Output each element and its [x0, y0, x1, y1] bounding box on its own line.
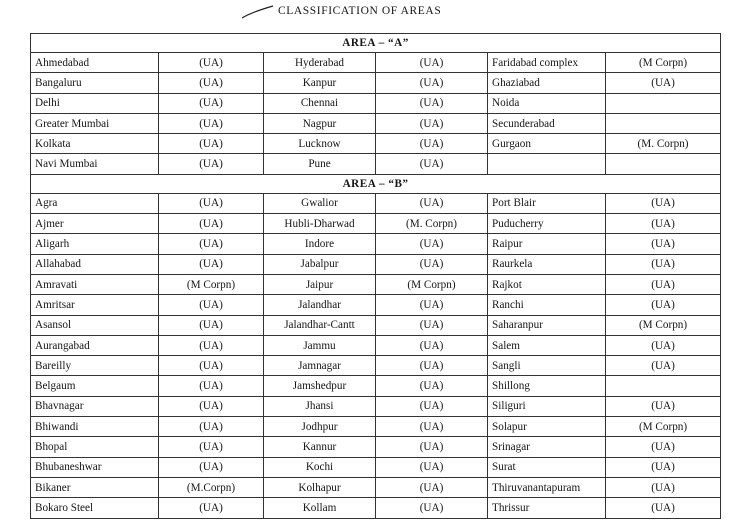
- classification-cell: (UA): [376, 234, 488, 254]
- classification-cell: (UA): [159, 73, 264, 93]
- classification-cell: (UA): [159, 254, 264, 274]
- city-name-cell: Pune: [264, 154, 376, 174]
- city-name-cell: Ahmedabad: [31, 53, 159, 73]
- city-name-cell: Kannur: [264, 437, 376, 457]
- classification-cell: (UA): [376, 457, 488, 477]
- classification-cell: (UA): [376, 193, 488, 213]
- city-name-cell: Kolhapur: [264, 477, 376, 497]
- city-name-cell: Rajkot: [488, 274, 606, 294]
- classification-cell: (UA): [376, 417, 488, 437]
- city-name-cell: Secunderabad: [488, 113, 606, 133]
- classification-cell: (M Corpn): [606, 53, 721, 73]
- city-name-cell: Amravati: [31, 274, 159, 294]
- classification-cell: (UA): [606, 214, 721, 234]
- classification-cell: (UA): [159, 315, 264, 335]
- city-name-cell: Jamshedpur: [264, 376, 376, 396]
- classification-cell: (M Corpn): [606, 315, 721, 335]
- city-name-cell: Faridabad complex: [488, 53, 606, 73]
- city-name-cell: Agra: [31, 193, 159, 213]
- classification-cell: (UA): [606, 193, 721, 213]
- classification-cell: (UA): [159, 154, 264, 174]
- table-row: [31, 134, 721, 154]
- table-row: [31, 93, 721, 113]
- classification-cell: (UA): [159, 134, 264, 154]
- table-row: [31, 356, 721, 376]
- classification-cell: (M. Corpn): [376, 214, 488, 234]
- table-row: [31, 477, 721, 497]
- table-row: [31, 437, 721, 457]
- table-row: [31, 53, 721, 73]
- table-row: [31, 315, 721, 335]
- city-name-cell: Solapur: [488, 417, 606, 437]
- classification-cell: (UA): [606, 274, 721, 294]
- table-row: [31, 73, 721, 93]
- city-name-cell: Kollam: [264, 498, 376, 518]
- city-name-cell: Bikaner: [31, 477, 159, 497]
- classification-cell: (UA): [606, 295, 721, 315]
- city-name-cell: Sangli: [488, 356, 606, 376]
- classification-cell: (UA): [376, 437, 488, 457]
- classification-cell: (UA): [159, 295, 264, 315]
- classification-cell: (M. Corpn): [606, 134, 721, 154]
- classification-cell: (UA): [606, 396, 721, 416]
- city-name-cell: Kolkata: [31, 134, 159, 154]
- city-name-cell: Ranchi: [488, 295, 606, 315]
- city-name-cell: Thrissur: [488, 498, 606, 518]
- classification-cell: (UA): [159, 437, 264, 457]
- city-name-cell: Delhi: [31, 93, 159, 113]
- table-row: [31, 193, 721, 213]
- table-row: [31, 254, 721, 274]
- classification-cell: (UA): [376, 73, 488, 93]
- classification-cell: (UA): [376, 335, 488, 355]
- classification-cell: (M Corpn): [606, 417, 721, 437]
- city-name-cell: Allahabad: [31, 254, 159, 274]
- city-name-cell: Jodhpur: [264, 417, 376, 437]
- city-name-cell: Aurangabad: [31, 335, 159, 355]
- classification-cell: (UA): [376, 295, 488, 315]
- classification-cell: (UA): [159, 93, 264, 113]
- city-name-cell: Aligarh: [31, 234, 159, 254]
- city-name-cell: Navi Mumbai: [31, 154, 159, 174]
- classification-cell: (UA): [159, 335, 264, 355]
- city-name-cell: Noida: [488, 93, 606, 113]
- classification-cell: (UA): [159, 214, 264, 234]
- classification-cell: (UA): [376, 154, 488, 174]
- classification-cell: (UA): [606, 437, 721, 457]
- city-name-cell: Jammu: [264, 335, 376, 355]
- city-name-cell: Ajmer: [31, 214, 159, 234]
- classification-cell: (UA): [159, 498, 264, 518]
- city-name-cell: Bhavnagar: [31, 396, 159, 416]
- city-name-cell: Siliguri: [488, 396, 606, 416]
- city-name-cell: Belgaum: [31, 376, 159, 396]
- classification-cell: (UA): [606, 254, 721, 274]
- areas-table: [30, 33, 721, 519]
- city-name-cell: Srinagar: [488, 437, 606, 457]
- city-name-cell: Jalandhar: [264, 295, 376, 315]
- city-name-cell: Port Blair: [488, 193, 606, 213]
- city-name-cell: Jalandhar-Cantt: [264, 315, 376, 335]
- city-name-cell: Gwalior: [264, 193, 376, 213]
- city-name-cell: Bhubaneshwar: [31, 457, 159, 477]
- classification-cell: (M Corpn): [376, 274, 488, 294]
- classification-cell: (M Corpn): [159, 274, 264, 294]
- city-name-cell: Bhopal: [31, 437, 159, 457]
- table-row: [31, 214, 721, 234]
- city-name-cell: Surat: [488, 457, 606, 477]
- classification-cell: (UA): [606, 498, 721, 518]
- city-name-cell: Jamnagar: [264, 356, 376, 376]
- city-name-cell: Greater Mumbai: [31, 113, 159, 133]
- city-name-cell: Jaipur: [264, 274, 376, 294]
- classification-cell: (UA): [159, 417, 264, 437]
- city-name-cell: Salem: [488, 335, 606, 355]
- classification-cell: (UA): [376, 93, 488, 113]
- area-heading-row: [31, 174, 721, 193]
- pen-stroke-mark: [240, 4, 276, 20]
- city-name-cell: Raurkela: [488, 254, 606, 274]
- classification-cell: (UA): [376, 315, 488, 335]
- city-name-cell: Saharanpur: [488, 315, 606, 335]
- table-row: [31, 396, 721, 416]
- city-name-cell: Thiruvanantapuram: [488, 477, 606, 497]
- table-row: [31, 417, 721, 437]
- city-name-cell: Ghaziabad: [488, 73, 606, 93]
- table-row: [31, 376, 721, 396]
- city-name-cell: Puducherry: [488, 214, 606, 234]
- classification-cell: [606, 113, 721, 133]
- classification-cell: (UA): [159, 113, 264, 133]
- city-name-cell: [488, 154, 606, 174]
- classification-cell: (UA): [159, 376, 264, 396]
- classification-cell: (UA): [159, 396, 264, 416]
- classification-cell: (UA): [606, 335, 721, 355]
- classification-cell: [606, 376, 721, 396]
- classification-cell: (UA): [376, 113, 488, 133]
- table-row: [31, 295, 721, 315]
- classification-cell: (UA): [376, 134, 488, 154]
- classification-cell: (UA): [159, 457, 264, 477]
- page-title: CLASSIFICATION OF AREAS: [278, 5, 442, 17]
- city-name-cell: Bareilly: [31, 356, 159, 376]
- classification-cell: [606, 93, 721, 113]
- table-row: [31, 335, 721, 355]
- table-row: [31, 234, 721, 254]
- city-name-cell: Raipur: [488, 234, 606, 254]
- classification-cell: (UA): [606, 457, 721, 477]
- classification-cell: (UA): [376, 254, 488, 274]
- classification-cell: (UA): [376, 53, 488, 73]
- city-name-cell: Hubli-Dharwad: [264, 214, 376, 234]
- classification-cell: (UA): [159, 193, 264, 213]
- classification-cell: (UA): [376, 356, 488, 376]
- city-name-cell: Gurgaon: [488, 134, 606, 154]
- classification-cell: [606, 154, 721, 174]
- city-name-cell: Asansol: [31, 315, 159, 335]
- classification-cell: (UA): [159, 356, 264, 376]
- table-row: [31, 274, 721, 294]
- city-name-cell: Bangaluru: [31, 73, 159, 93]
- city-name-cell: Shillong: [488, 376, 606, 396]
- city-name-cell: Jhansi: [264, 396, 376, 416]
- area-heading: AREA – “A”: [31, 34, 721, 53]
- area-heading-row: [31, 34, 721, 53]
- city-name-cell: Hyderabad: [264, 53, 376, 73]
- city-name-cell: Lucknow: [264, 134, 376, 154]
- classification-cell: (UA): [606, 73, 721, 93]
- classification-cell: (UA): [159, 53, 264, 73]
- classification-cell: (M.Corpn): [159, 477, 264, 497]
- classification-cell: (UA): [376, 498, 488, 518]
- city-name-cell: Jabalpur: [264, 254, 376, 274]
- classification-cell: (UA): [606, 477, 721, 497]
- classification-cell: (UA): [376, 376, 488, 396]
- city-name-cell: Chennai: [264, 93, 376, 113]
- city-name-cell: Indore: [264, 234, 376, 254]
- table-row: [31, 113, 721, 133]
- city-name-cell: Bokaro Steel: [31, 498, 159, 518]
- city-name-cell: Kanpur: [264, 73, 376, 93]
- table-row: [31, 154, 721, 174]
- city-name-cell: Kochi: [264, 457, 376, 477]
- classification-cell: (UA): [376, 477, 488, 497]
- city-name-cell: Amritsar: [31, 295, 159, 315]
- table-row: [31, 498, 721, 518]
- classification-cell: (UA): [159, 234, 264, 254]
- area-heading: AREA – “B”: [31, 174, 721, 193]
- table-row: [31, 457, 721, 477]
- city-name-cell: Bhiwandi: [31, 417, 159, 437]
- city-name-cell: Nagpur: [264, 113, 376, 133]
- classification-cell: (UA): [376, 396, 488, 416]
- classification-cell: (UA): [606, 356, 721, 376]
- classification-cell: (UA): [606, 234, 721, 254]
